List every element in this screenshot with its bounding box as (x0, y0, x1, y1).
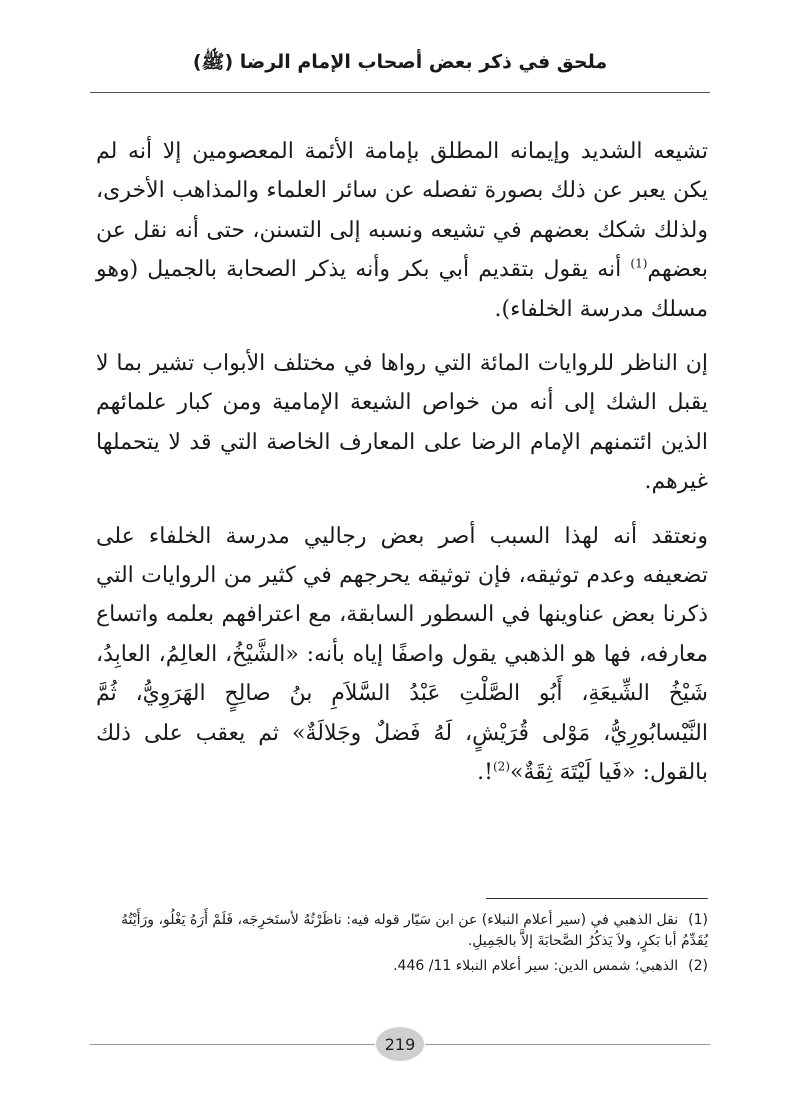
paragraph-2-text: إن الناظر للروايات المائة التي رواها في مختلف الأبواب تشير بما لا يقبل الشك إلى أنه من خواص الشيعة الإمامية ومن كبار علمائهم الذين ائتمنهم الإمام الرضا على المعارف الخاصة التي قد لا يتحملها غيرهم. (96, 351, 708, 495)
footnote-2 (96, 956, 708, 977)
footnote-2-number: (2) (688, 958, 708, 974)
main-body (96, 132, 708, 808)
footnote-1-text: نقل الذهبي في (سير أعلام النبلاء) عن ابن سَيّار قوله فيه: ناظَرْتُهُ لأستَخرِجَه، فَلَمْ أَرَهُ يَغْلُو، ورَأَيْتُهُ يُقَدِّمُ أبا بَكرٍ، ولاَ يَذكُرُ الصَّحابَةَ إلاَّ بالجَمِيلِ. (121, 912, 708, 949)
paragraph-3 (96, 517, 708, 793)
paragraph-2 (96, 344, 708, 502)
paragraph-3-text-cont: !. (477, 760, 493, 786)
footnote-2-text: الذهبي؛ شمس الدين: سير أعلام النبلاء 11/ 446. (393, 958, 679, 974)
footer-rule-left (90, 1044, 375, 1045)
paragraph-3-text: ونعتقد أنه لهذا السبب أصر بعض رجاليي مدرسة الخلفاء على تضعيفه وعدم توثيقه، فإن توثيقه يحرجهم في كثير من الروايات التي ذكرنا بعض عناوينها في السطور السابقة، مع اعترافهم بعلمه واتساع معارفه، فها هو الذهبي يقول واصفًا إياه بأنه: «الشَّيْخُ، العالِمُ، العابِدُ، شَيْخُ الشِّيعَةِ، أَبُو الصَّلْتِ عَبْدُ السَّلاَمِ بنُ صالِحٍ الهَرَوِيُّ، ثُمَّ النَّيْسابُورِيُّ، مَوْلى قُرَيْشٍ، لَهُ فَضلٌ وجَلالَةٌ» ثم يعقب على ذلك بالقول: «فَيا لَيْتَهَ ثِقَةٌ» (96, 523, 708, 786)
paragraph-1-text: تشيعه الشديد وإيمانه المطلق بإمامة الأئمة المعصومين إلا أنه لم يكن يعبر عن ذلك بصورة تفصله عن سائر العلماء والمذاهب الأخرى، ولذلك شكك بعضهم في تشيعه ونسبه إلى التسنن، حتى أنه نقل عن بعضهم (96, 139, 708, 283)
footnote-1 (96, 910, 708, 952)
page-header-title: ملحق في ذكر بعض أصحاب الإمام الرضا (ﷺ) (192, 51, 608, 73)
footnote-marker-2[interactable]: (2) (492, 759, 510, 774)
page-number: 219 (376, 1027, 424, 1061)
footnote-marker-1[interactable]: (1) (630, 256, 648, 271)
paragraph-1-text-cont: أنه يقول بتقديم أبي بكر وأنه يذكر الصحابة بالجميل (وهو مسلك مدرسة الخلفاء). (96, 257, 708, 322)
footnotes (96, 910, 708, 981)
header-divider (90, 92, 710, 93)
paragraph-1 (96, 132, 708, 329)
footnote-divider (486, 898, 708, 899)
footer-rule-right (425, 1044, 710, 1045)
footnote-1-number: (1) (688, 912, 708, 928)
